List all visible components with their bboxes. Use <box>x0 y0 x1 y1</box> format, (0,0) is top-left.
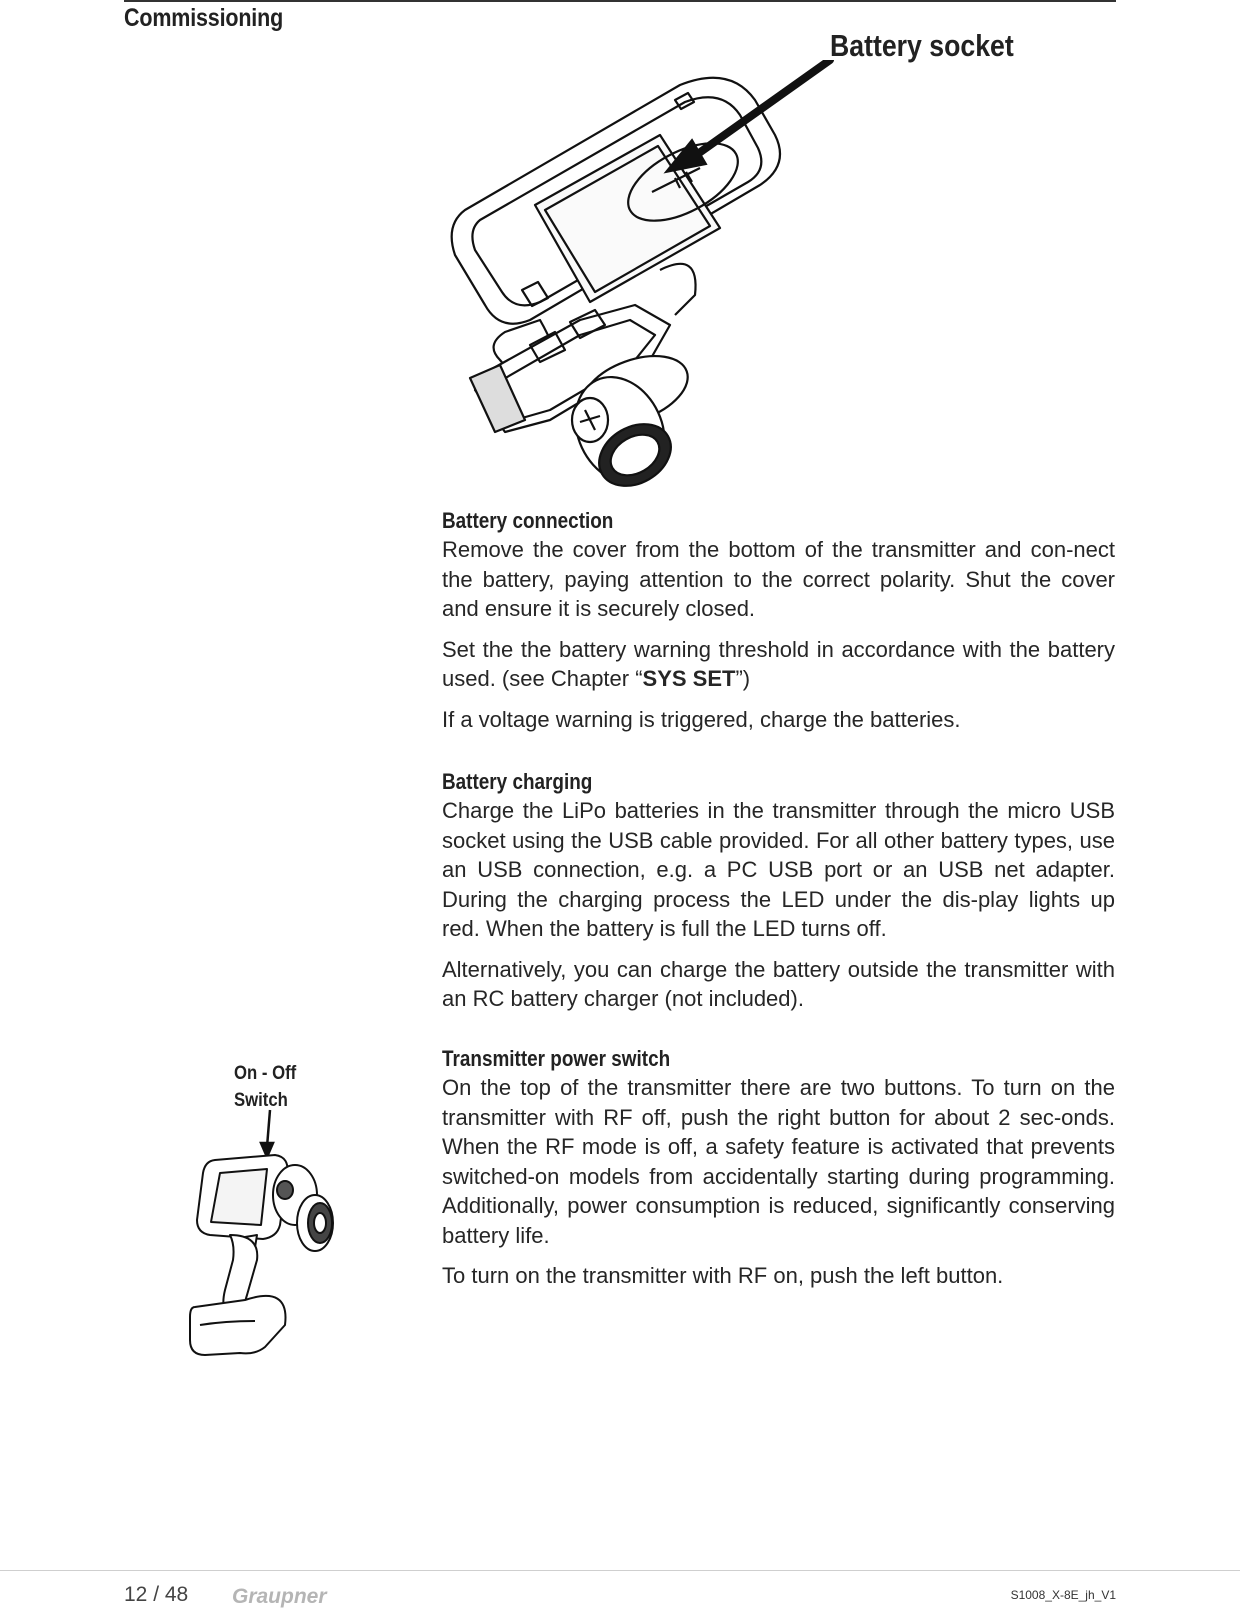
sys-set-chapter-ref: SYS SET <box>642 666 736 691</box>
battery-connection-paragraph-1: Remove the cover from the bottom of the transmitter and con-nect the battery, paying attention to the correct polarity. Shut the cover and ensure it is securely closed. <box>442 537 1115 621</box>
power-switch-paragraph-1: On the top of the transmitter there are two buttons. To turn on the transmitter with RF off, push the right button for about 2 sec-onds. When the RF mode is off, a safety feature is activated that prevents switched-on models from accidentally starting during programming. Additionally, power consumption is reduced, significantly conserving battery life. <box>442 1075 1115 1248</box>
battery-socket-callout: Battery socket <box>830 28 1014 63</box>
transmitter-side-view-illustration <box>185 1085 355 1375</box>
battery-charging-paragraph-2: Alternatively, you can charge the battery outside the transmitter with an RC battery charger (not included). <box>442 956 1115 1011</box>
transmitter-battery-compartment-illustration <box>430 60 990 500</box>
power-switch-section <box>442 1045 1115 1291</box>
paragraph-text: ”) <box>735 666 751 691</box>
battery-connection-heading: Battery connection <box>442 508 614 533</box>
callout-line: On - Off <box>234 1063 297 1084</box>
battery-connection-paragraph-2 <box>442 635 1115 694</box>
section-title: Commissioning <box>124 4 284 32</box>
battery-charging-heading: Battery charging <box>442 769 593 794</box>
battery-connection-paragraph-3: If a voltage warning is triggered, charge the batteries. <box>442 706 961 732</box>
top-rule <box>124 0 1116 2</box>
battery-connection-section <box>442 507 1115 734</box>
callout-line: Switch <box>234 1090 288 1111</box>
power-switch-paragraph-2: To turn on the transmitter with RF on, push the left button. <box>442 1263 1004 1288</box>
paragraph-text: Set the the battery warning threshold in accordance with the battery used. (see Chapter “ <box>442 636 1115 691</box>
page-number: 12 / 48 <box>124 1583 189 1606</box>
power-switch-heading: Transmitter power switch <box>442 1046 671 1071</box>
battery-charging-paragraph-1: Charge the LiPo batteries in the transmitter through the micro USB socket using the USB cable provided. For all other battery types, use an USB connection, e.g. a PC USB port or an USB net adapter. During the charging process the LED under the dis-play lights up red. When the battery is full the LED turns off. <box>442 798 1115 941</box>
brand-text: Graupner <box>232 1585 327 1608</box>
battery-charging-section <box>442 768 1115 1014</box>
document-code: S1008_X-8E_jh_V1 <box>1010 1588 1116 1602</box>
footer-rule <box>0 1570 1240 1571</box>
graupner-logo <box>230 1582 340 1608</box>
